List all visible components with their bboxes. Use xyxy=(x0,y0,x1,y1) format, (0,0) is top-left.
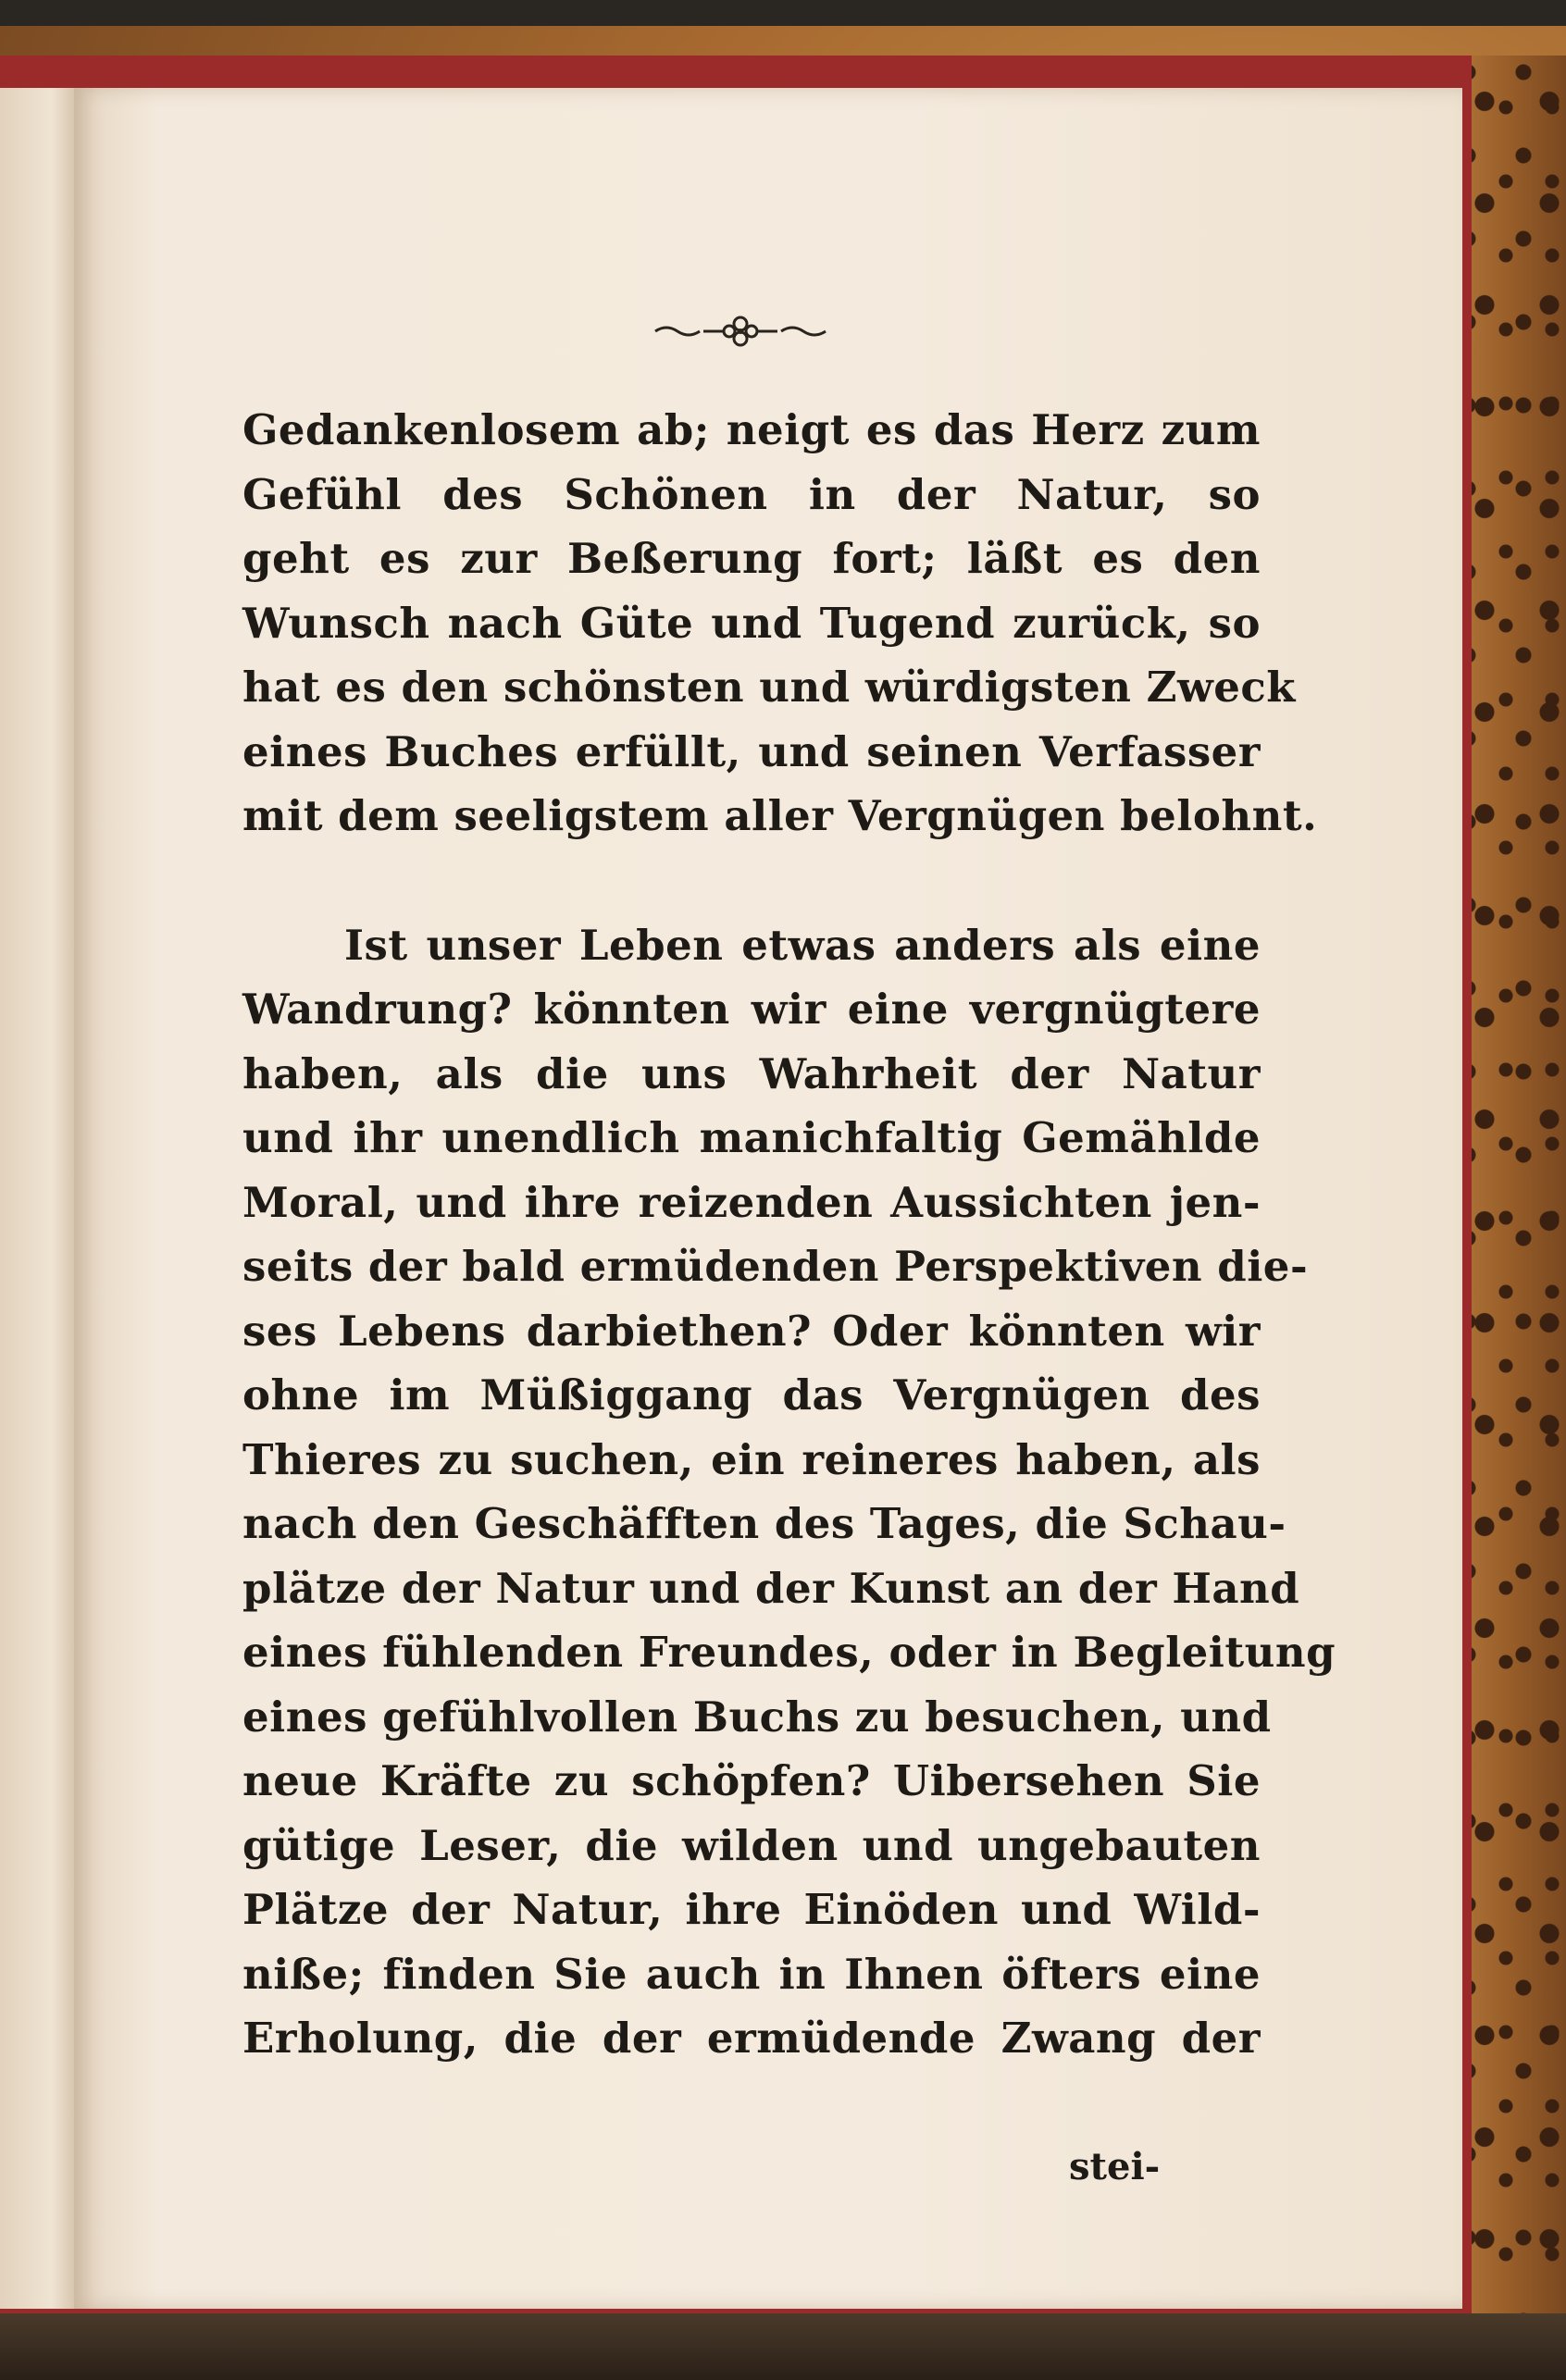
text-line: ses Lebens darbiethen? Oder könnten wir xyxy=(242,1306,1261,1356)
ornament-icon xyxy=(648,313,833,350)
text-line: gütige Leser, die wilden und ungebauten xyxy=(242,1820,1261,1870)
text-line: Gefühl des Schönen in der Natur, so xyxy=(242,469,1261,519)
text-line: Ist unser Leben etwas anders als eine xyxy=(344,920,1261,970)
text-line: hat es den schönsten und würdigsten Zweck xyxy=(242,663,1296,712)
background-band xyxy=(0,2313,1566,2380)
text-line: und ihr unendlich manichfaltig Gemählde xyxy=(242,1113,1261,1162)
text-line: seits der bald ermüdenden Perspektiven die- xyxy=(242,1242,1309,1291)
text-line: Plätze der Natur, ihre Einöden und Wild- xyxy=(242,1885,1261,1934)
catchword: stei- xyxy=(1069,2145,1161,2188)
body-text xyxy=(242,398,1336,2071)
text-line: eines fühlenden Freundes, oder in Begleitung xyxy=(242,1628,1336,1677)
text-line: Wunsch nach Güte und Tugend zurück, so xyxy=(242,598,1261,648)
left-facing-page xyxy=(0,88,74,2309)
text-line: neue Kräfte zu schöpfen? Uibersehen Sie xyxy=(242,1756,1261,1805)
paragraph-1 xyxy=(242,398,1318,849)
text-line: Thieres zu suchen, ein reineres haben, als xyxy=(242,1434,1261,1484)
text-line: nach den Geschäfften des Tages, die Schau- xyxy=(242,1499,1286,1548)
paragraph-2 xyxy=(242,913,1336,2071)
text-line: Erholung, die der ermüdende Zwang der xyxy=(242,2014,1261,2063)
text-line: mit dem seeligstem aller Vergnügen belohnt. xyxy=(242,791,1318,840)
text-line: haben, als die uns Wahrheit der Natur xyxy=(242,1048,1261,1098)
text-line: Gedankenlosem ab; neigt es das Herz zum xyxy=(242,405,1261,454)
text-line: plätze der Natur und der Kunst an der Hand xyxy=(242,1563,1300,1613)
text-line: Wandrung? könnten wir eine vergnügtere xyxy=(242,985,1261,1034)
text-line: Moral, und ihre reizenden Aussichten jen- xyxy=(242,1177,1261,1227)
text-line: eines Buches erfüllt, und seinen Verfasser xyxy=(242,726,1261,776)
text-line: niße; finden Sie auch in Ihnen öfters eine xyxy=(242,1949,1261,1999)
text-line: ohne im Müßiggang das Vergnügen des xyxy=(242,1370,1261,1419)
text-line: eines gefühlvollen Buchs zu besuchen, und xyxy=(242,1692,1272,1742)
text-line: geht es zur Beßerung fort; läßt es den xyxy=(242,534,1261,583)
